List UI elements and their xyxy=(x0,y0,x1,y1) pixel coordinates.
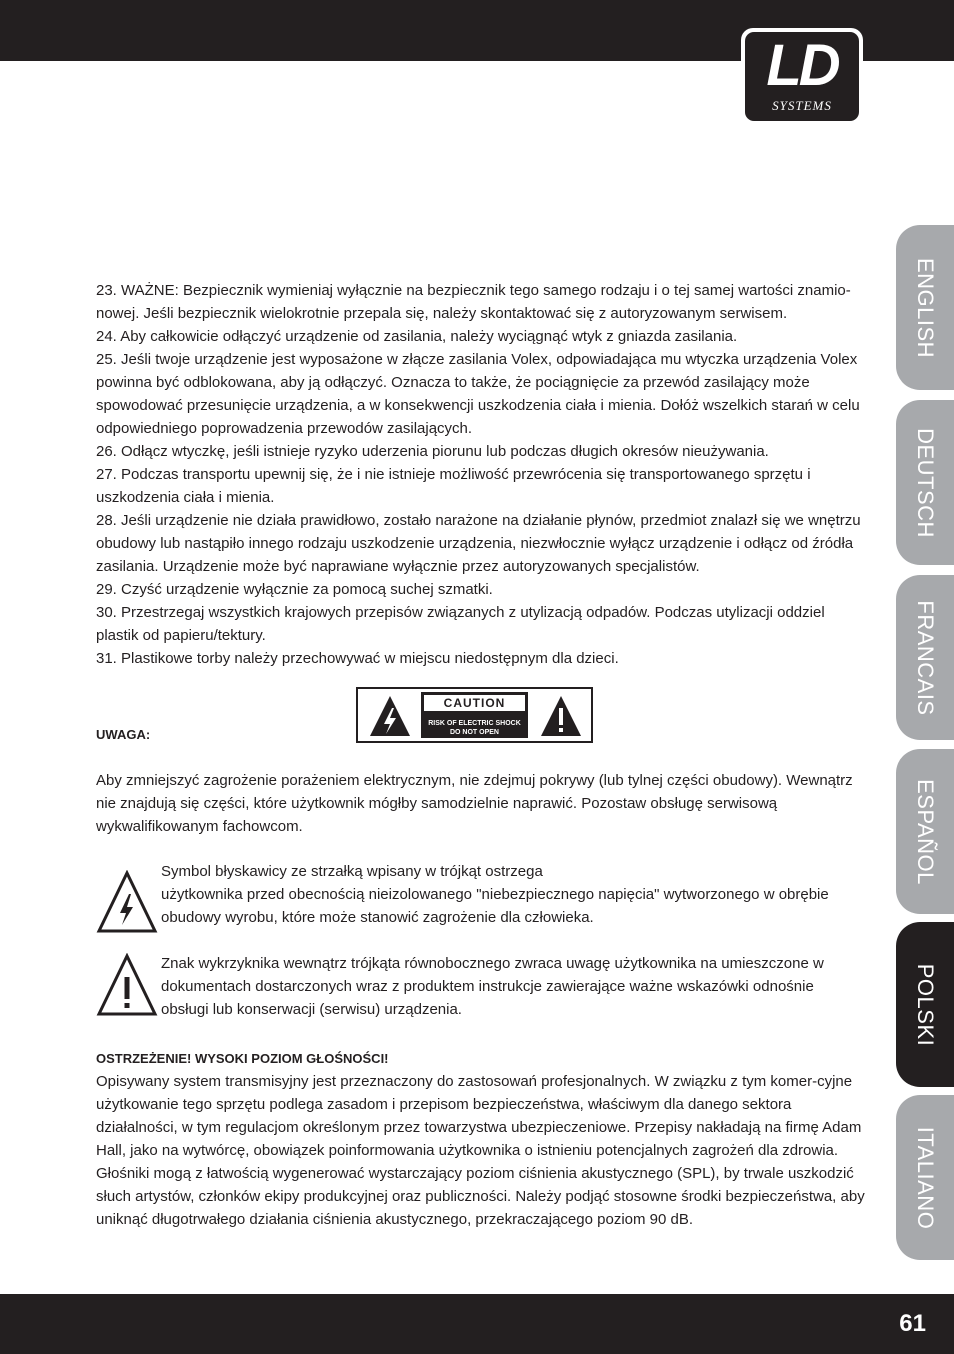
instruction-27: 27. Podczas transportu upewnij się, że i nie istnieje możliwość przewrócenia się transportowanego sprzętu i uszkodzenia ciała i mienia. xyxy=(96,466,811,506)
instruction-24: 24. Aby całkowicie odłączyć urządzenie od zasilania, należy wyciągnąć wtyk z gniazda zasilania. xyxy=(96,328,738,345)
instruction-25: 25. Jeśli twoje urządzenie jest wyposażone w złącze zasilania Volex, odpowiadająca mu wtyczka urządzenia Volex powinna być odblokowana, aby ją odłączyć. Oznacza to także, że pociągnięcie za przewód zasilający może spowodować przesunięcie urządzenia, a w konsekwencji uszkodzenia ciała i mienia. Dołóż wszelkich starań w celu odpowiedniego poprowadzenia przewodów zasilających. xyxy=(96,351,860,437)
caution-risk-text: RISK OF ELECTRIC SHOCK xyxy=(428,720,521,727)
lightning-triangle-icon xyxy=(368,694,412,738)
tab-polski[interactable]: POLSKI xyxy=(896,922,954,1087)
exclamation-warning-icon xyxy=(96,953,158,1017)
volume-warning-para1: Opisywany system transmisyjny jest przeznaczony do zastosowań profesjonalnych. W związku z tym komer-cyjne użytkowanie tego sprzętu podlega zasadom i przepisom bezpieczeństwa, właściwym dla danego sektora działalności, w tym regulacjom określonym przez towarzystwa ubezpieczeniowe. Przepisy nakładają na firmę Adam Hall, jako na wytwórcę, obowiązek poinformowania użytkownika o istnieniu potencjalnych zagrożeń dla zdrowia. xyxy=(96,1073,862,1159)
instruction-23: 23. WAŻNE: Bezpiecznik wymieniaj wyłącznie na bezpiecznik tego samego rodzaju i o tej samej wartości znamio-nowej. Jeśli bezpiecznik wielokrotnie przepala się, należy skontaktować się z autoryzowanym serwisem. xyxy=(96,282,851,322)
instruction-26: 26. Odłącz wtyczkę, jeśli istnieje ryzyko uderzenia piorunu lub podczas długich okresów nieużywania. xyxy=(96,443,769,460)
page-number: 61 xyxy=(899,1310,926,1337)
caution-panel xyxy=(421,692,528,738)
volume-warning-para2: Głośniki mogą z łatwością wygenerować wystarczający poziom ciśnienia akustycznego (SPL), by trwale uszkodzić słuch artystów, członków ekipy produkcyjnej oraz publiczności. Należy podjąć stosowne środki bezpieczeństwa, aby uniknąć długotrwałego działania ciśnienia akustycznego, przekraczającego poziom 90 dB. xyxy=(96,1165,865,1228)
exclamation-symbol-text: Znak wykrzyknika wewnątrz trójkąta równobocznego zwraca uwagę użytkownika na umieszczone w dokumentach dostarczonych wraz z produktem instrukcje zawierające ważne wskazówki odnośnie obsługi lub konserwacji (serwisu) urządzenia. xyxy=(161,955,824,1018)
lightning-symbol-text: Symbol błyskawicy ze strzałką wpisany w trójkąt ostrzega użytkownika przed obecnością nieizolowanego "niebezpiecznego napięcia" wytworzonego w obrębie obudowy wyrobu, które może stanowić zagrożenie dla człowieka. xyxy=(161,863,829,926)
lightning-warning-icon xyxy=(96,870,158,934)
logo-subtitle: SYSTEMS xyxy=(772,98,832,113)
instruction-28: 28. Jeśli urządzenie nie działa prawidłowo, zostało narażone na działanie płynów, przedmiot znalazł się we wnętrzu obudowy lub nastąpiło innego rodzaju uszkodzenie urządzenia, niezwłocznie wyłącz urządzenie i odłącz od źródła zasilania. Urządzenie może być naprawiane wyłącznie przez autoryzowanych specjalistów. xyxy=(96,512,861,575)
ld-systems-logo xyxy=(741,28,863,125)
instruction-30: 30. Przestrzegaj wszystkich krajowych przepisów związanych z utylizacją odpadów. Podczas utylizacji oddziel plastik od papieru/tektury. xyxy=(96,604,825,644)
caution-label: UWAGA: xyxy=(96,727,151,742)
instruction-29: 29. Czyść urządzenie wyłącznie za pomocą suchej szmatki. xyxy=(96,581,493,598)
logo-letters: LD xyxy=(766,33,838,98)
instruction-31: 31. Plastikowe torby należy przechowywać w miejscu niedostępnym dla dzieci. xyxy=(96,650,619,667)
footer-bar xyxy=(0,1294,954,1354)
shock-warning: Aby zmniejszyć zagrożenie porażeniem elektrycznym, nie zdejmuj pokrywy (lub tylnej części obudowy). Wewnątrz nie znajdują się części, które użytkownik mógłby samodzielnie naprawić. Pozostaw obsługę serwisową wykwalifikowanym fachowcom. xyxy=(96,772,853,835)
caution-sign xyxy=(356,687,593,743)
caution-word: CAUTION xyxy=(424,695,525,711)
caution-do-not-open-text: DO NOT OPEN xyxy=(449,729,499,736)
tab-deutsch[interactable]: DEUTSCH xyxy=(896,400,954,565)
tab-english[interactable]: ENGLISH xyxy=(896,225,954,390)
instruction-list xyxy=(96,279,866,670)
volume-warning-heading: OSTRZEŻENIE! WYSOKI POZIOM GŁOŚNOŚCI! xyxy=(96,1051,389,1066)
tab-italiano[interactable]: ITALIANO xyxy=(896,1095,954,1260)
tab-francais[interactable]: FRANCAIS xyxy=(896,575,954,740)
tab-espanol[interactable]: ESPAÑOL xyxy=(896,749,954,914)
volume-warning xyxy=(96,1047,866,1231)
exclamation-triangle-icon xyxy=(539,694,583,738)
